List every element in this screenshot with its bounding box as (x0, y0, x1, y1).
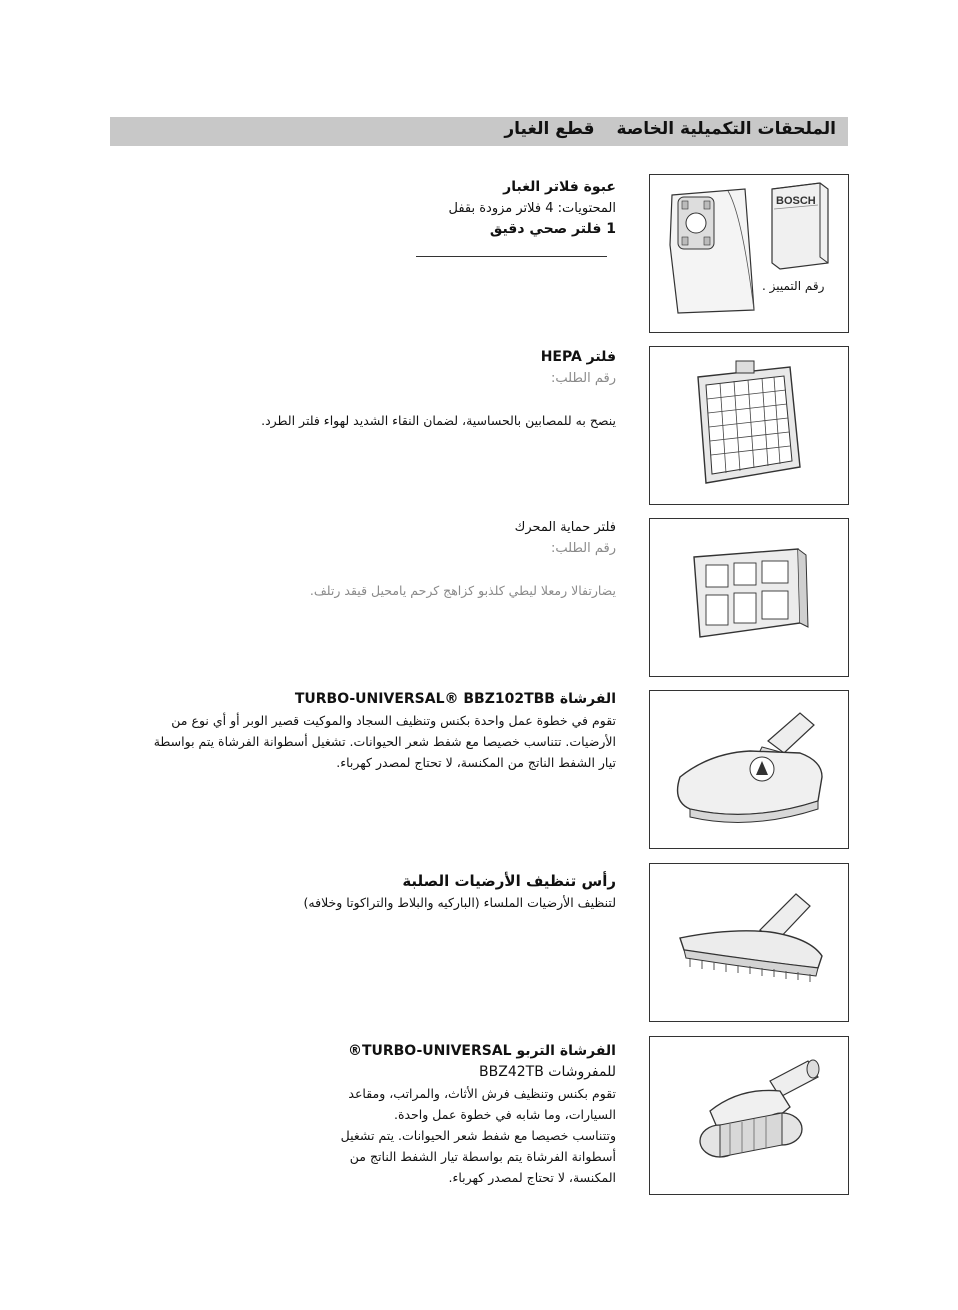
image-upholstery-brush (649, 1036, 849, 1195)
image-dust-bags (649, 174, 849, 333)
section-title-text: الفرشاة TURBO-UNIVERSAL® BBZ102TBB (294, 691, 616, 707)
order-number-label: رقم الطلب: (551, 541, 616, 556)
section-line: المحتويات: 4 فلاتر مزودة بقفل (448, 201, 616, 216)
divider-line (416, 256, 607, 257)
motor-filter-illustration (650, 519, 848, 676)
section-dust-bags (448, 177, 616, 240)
hepa-filter-illustration (650, 347, 848, 504)
image-hepa-filter (649, 346, 849, 505)
order-number-label: رقم الطلب: (551, 371, 616, 386)
section-hepa-filter (261, 347, 616, 431)
section-hard-floor (304, 871, 616, 913)
section-line: أسطوانة الفرشاة يتم بواسطة تيار الشفط الناتج من (349, 1149, 616, 1164)
section-description: ينصح به للمصابين بالحساسية، لضمان النقاء الشديد لهواء فلتر الطرد. (261, 413, 616, 428)
section-motor-filter (310, 517, 616, 601)
section-subtitle: للمفروشات BBZ42TB (479, 1064, 616, 1080)
section-title (154, 689, 616, 710)
image-motor-filter (649, 518, 849, 677)
upholstery-brush-illustration (650, 1037, 848, 1194)
header-title-part: قطع الغيار (504, 119, 595, 139)
section-title: رأس تنظيف الأرضيات الصلبة (402, 872, 616, 890)
section-line: 1 فلتر صحي دقيق (489, 221, 616, 237)
page-title (482, 119, 836, 139)
header-bar (110, 117, 848, 146)
hard-floor-head-illustration (650, 864, 848, 1021)
turbo-brush-illustration (650, 691, 848, 848)
section-line: لتنظيف الأرضيات الملساء (الباركيه والبلاط والتراكوتا وخلافه) (303, 895, 616, 910)
section-title: الفرشاة التربو TURBO-UNIVERSAL® (347, 1043, 616, 1059)
section-turbo-brush (154, 689, 616, 773)
brand-logo-text: BOSCH (776, 195, 816, 207)
section-line: المكنسة، لا تحتاج لمصدر كهرباء. (448, 1170, 616, 1185)
section-line: تقوم في خطوة عمل واحدة بكنس وتنظيف السجاد والموكيت قصير الوبر أو أي نوع من (171, 713, 616, 728)
section-line: تيار الشفط الناتج من المكنسة، لا تحتاج لمصدر كهرباء. (336, 755, 616, 770)
image-turbo-brush (649, 690, 849, 849)
section-upholstery-brush (341, 1041, 616, 1188)
section-line: تقوم بكنس وتنظيف فرش الأثاث، والمراتب، ومقاعد (348, 1086, 616, 1101)
image-hard-floor-head (649, 863, 849, 1022)
section-line: السيارات، وما شابه في خطوة عمل واحدة. (393, 1107, 616, 1122)
section-title: فلتر HEPA (540, 349, 616, 365)
section-line: الأرضيات. تتناسب خصيصا مع شفط شعر الحيوانات. تشغيل أسطوانة الفرشاة يتم بواسطة (153, 734, 616, 749)
section-description: يضارتفالا رمعلا ليطي كلذبو كزاهج كرحم يامحيل قيقد رتلف. (309, 583, 616, 598)
section-title: عبوة فلاتر الغبار (503, 179, 616, 195)
image-label: رقم التمييز . (762, 279, 825, 293)
header-title-main: الملحقات التكميلية الخاصة (616, 119, 836, 139)
section-title: فلتر حماية المحرك (514, 520, 616, 535)
section-line: وتتناسب خصيصا مع شفط شعر الحيوانات. يتم تشغيل (340, 1128, 616, 1143)
dust-bag-illustration (650, 175, 848, 332)
